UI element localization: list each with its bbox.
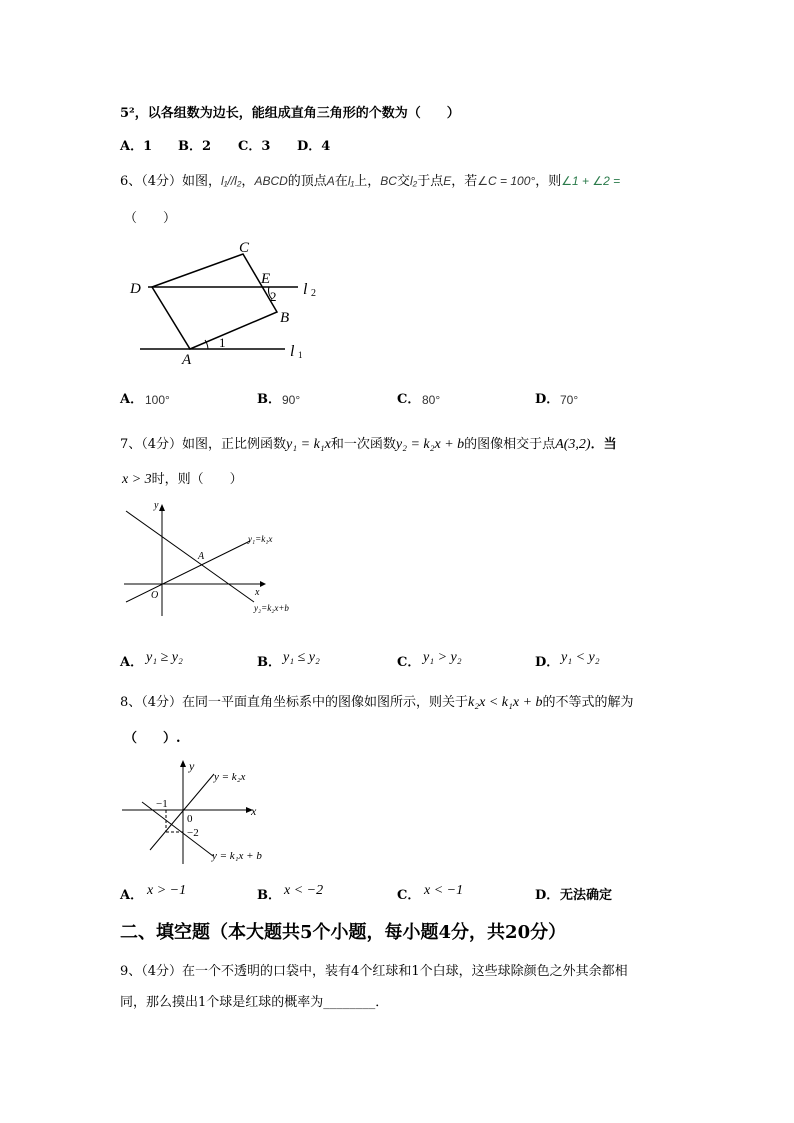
q7-when: ．当 [590,437,617,452]
q6-stem [120,170,620,189]
q6-label-a: A [182,352,192,368]
q5-option-a: A．1 [120,139,153,154]
q8-prefix: 8、（4分）在同一平面直角坐标系中的图像如图所示，则关于 [120,695,469,710]
q7-then: 时，则（ ） [151,472,243,487]
q6-option-b-value: 90° [282,393,301,407]
q7-line-y2 [126,511,254,602]
q8-figure [118,752,298,870]
q6-blank: （ ） [124,211,177,226]
q7-condition [122,468,243,488]
q7-intersect: 的图像相交于点 [464,437,556,452]
q7-option-a-label: A． [120,655,144,670]
q6-e: E [443,174,452,188]
q7-option-b-value: y₁ ≤ y₂ [283,650,320,665]
q7-label-y: y [154,500,159,511]
q8-label-line1: y = k₂x [214,771,246,783]
q6-up: 上， [354,174,381,189]
q6-option-a-label: A． [120,392,144,407]
q7-line-y1 [126,541,250,602]
q8-blank: （ ）. [124,731,181,746]
q7-label-a: A [198,551,205,562]
q7-option-b-label: B． [257,655,281,670]
q9-line1: 9、（4分）在一个不透明的口袋中，装有4个红球和1个白球，这些球除颜色之外其余都相 [120,964,628,979]
q7-x-gt-3: x > 3 [122,472,152,487]
q6-abcd: ABCD [254,174,288,188]
q9-line2: 同，那么摸出1个球是红球的概率为________． [120,995,389,1010]
q6-label-l1: l [290,343,295,360]
q8-option-d-label: D． [535,888,560,903]
q6-quadrilateral [152,254,277,349]
q8-suffix: 的不等式的解为 [542,695,634,710]
q6-angle-sum: ∠1 + ∠2 = [561,174,621,188]
q8-label-neg1: −1 [156,798,168,810]
q5-text: 5²，以各组数为边长，能组成直角三角形的个数为（ ） [120,106,460,121]
q6-option-b-label: B． [257,392,281,407]
q6-bc: BC [380,174,397,188]
q6-parallel: l₁//l₂ [221,174,242,188]
q6-label-l2: l [303,281,308,298]
q7-y2: y₂ = k₂x + b [395,437,465,452]
q8-label-y: y [189,759,195,773]
q6-option-c-value: 80° [422,393,441,407]
q8-label-neg2: −2 [187,827,199,839]
q6-label-l2-sub: 2 [311,288,316,299]
q6-label-b: B [280,310,290,326]
q7-y-arrow [159,504,165,511]
q7-option-c-label: C． [397,655,421,670]
q7-option-c-value: y₁ > y₂ [423,650,462,665]
q8-option-c-value: x < −1 [424,883,464,898]
q8-label-x: x [251,804,257,818]
q6-l1: l₁ [347,174,355,188]
q8-option-d-value: 无法确定 [560,888,613,903]
q5-option-d: D．4 [297,139,331,154]
q6-option-d-label: D． [535,392,560,407]
q6-option-c-label: C． [397,392,421,407]
q7-label-line2: y₂=k₂x+b [254,603,289,613]
q5-option-b: B．2 [178,139,212,154]
q5-option-c: C．3 [238,139,271,154]
q8-option-a-value: x > −1 [147,883,187,898]
q6-figure [120,232,340,372]
q7-stem [120,433,617,453]
q8-y-arrow [180,760,186,767]
q6-vertex: 的顶点 [287,174,327,189]
q7-option-d-value: y₁ < y₂ [561,650,600,665]
q6-a: A [326,174,335,188]
q6-l2: l₂ [409,174,418,188]
q6-if: ，若 [451,174,478,189]
q6-then: ，则 [535,174,562,189]
q7-x-arrow [260,581,266,587]
q8-option-b-value: x < −2 [284,883,324,898]
q7-prefix: 7、（4分）如图，正比例函数 [120,437,287,452]
q8-option-c-label: C． [397,888,421,903]
q6-label-d: D [130,281,141,297]
q6-angle-c: ∠C = 100° [477,174,536,188]
section-heading-fill-in: 二、填空题（本大题共5个小题，每小题4分，共20分） [120,922,567,943]
q6-sep: ， [241,174,255,189]
q7-and: 和一次函数 [330,437,396,452]
q8-stem [120,691,634,711]
q7-figure [118,498,318,623]
q7-point-a: A(3,2) [555,437,591,452]
q8-label-line2: y = k₁x + b [212,850,262,862]
q6-label-l1-sub: 1 [298,350,303,360]
q8-inequality: k₂x < k₁x + b [468,695,543,710]
q7-label-line1: y₁=k₁x [248,534,273,544]
q7-option-a-value: y₁ ≥ y₂ [146,650,183,665]
q8-label-origin: 0 [187,813,193,825]
q6-at-point: 于点 [417,174,444,189]
q6-label-2: 2 [270,289,277,304]
q7-y1: y₁ = k₁x [286,437,331,452]
q8-line-k2x [150,774,214,850]
q6-label-e: E [261,271,271,287]
q6-cross: 交 [396,174,410,189]
q6-option-a-value: 100° [145,393,170,407]
q8-option-b-label: B． [257,888,281,903]
q6-label-1: 1 [219,335,226,350]
q6-label-c: C [239,240,250,256]
q8-option-a-label: A． [120,888,144,903]
q7-option-d-label: D． [535,655,560,670]
q7-label-o: O [151,590,159,601]
q6-prefix: 6、（4分）如图， [120,174,222,189]
q6-on: 在 [334,174,348,189]
q6-option-d-value: 70° [560,393,579,407]
q7-label-x: x [255,587,260,598]
